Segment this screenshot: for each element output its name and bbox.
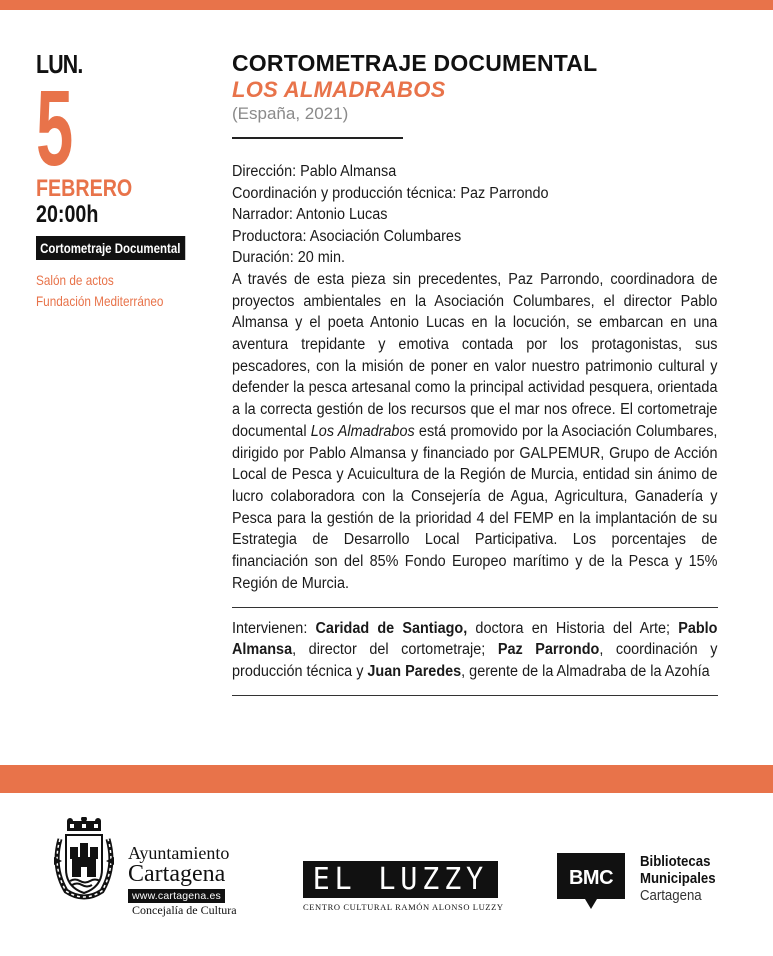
- bmc-book-icon: [557, 853, 625, 911]
- speakers-paragraph: [232, 618, 718, 683]
- city-crest-icon: [50, 817, 118, 903]
- synopsis-part-2: está promovido por la Asociación Columbares, dirigido por Pablo Almansa y financiado por GALPEMUR, Grupo de Acción Local de Pesca y Acuicultura de la Región de Murcia, entidad sin ánimo de lucro colaboradora con la Consejería de Agua, Agricultura, Ganadería y Pesca para la gestión de la prioridad 4 del FEMP en la implantación de su Estrategia de Desarrollo Local Participativa. Los porcentajes de financiación son del 85% Fondo Europeo marítimo y de la Pesca y 15% Región de Murcia.: [232, 422, 718, 592]
- cartagena-website: www.cartagena.es: [128, 889, 225, 903]
- top-accent-band: [0, 0, 773, 10]
- speakers-intro: Intervienen:: [232, 619, 316, 637]
- el-luzzy-wordmark-box: [303, 861, 498, 898]
- bmc-line-2: Municipales: [640, 870, 716, 887]
- ayuntamiento-cartagena-logo: [50, 815, 260, 920]
- event-month: FEBRERO: [36, 175, 133, 202]
- film-title: LOS ALMADRABOS: [232, 77, 446, 102]
- credit-direction: Dirección: Pablo Almansa: [232, 163, 397, 180]
- el-luzzy-wordmark: EL LUZZY: [312, 862, 489, 897]
- synopsis-film-title: Los Almadrabos: [310, 422, 415, 440]
- concejalia-label: Concejalía de Cultura: [132, 903, 237, 917]
- synopsis-part-1: A través de esta pieza sin precedentes, Paz Parrondo, coordinadora de proyectos ambientales en la Asociación Columbares, el director Pablo Almansa y el poeta Antonio Lucas en la locución, se embarcan en una aventura trepidante y emotiva contada por los protagonistas, sus pescadores, con la misión de poner en valor nuestro patrimonio cultural y defender la pesca artesanal como la principal actividad pesquera, orientada a la correcta gestión de los recursos que el mar nos ofrece. El cortometraje documental: [232, 270, 718, 440]
- speaker-3-name: Paz Parrondo: [497, 641, 600, 659]
- cartagena-label: Cartagena: [128, 861, 226, 887]
- speaker-1-name: Caridad de Santiago,: [315, 619, 468, 637]
- film-category: CORTOMETRAJE DOCUMENTAL: [232, 50, 598, 76]
- credit-producer: Productora: Asociación Columbares: [232, 227, 462, 245]
- film-credits: [232, 161, 718, 269]
- footer-accent-band: [0, 765, 773, 793]
- venue-line-2: Fundación Mediterráneo: [36, 293, 164, 309]
- speakers-divider: [232, 695, 718, 696]
- event-venue: [36, 270, 187, 312]
- event-info: [36, 50, 216, 312]
- speaker-1-role: doctora en Historia del Arte;: [467, 619, 679, 637]
- event-weekday: LUN.: [36, 49, 83, 79]
- speaker-3-role: , coordinación y producción técnica y: [232, 641, 718, 680]
- bmc-line-3: Cartagena: [640, 887, 702, 904]
- venue-line-1: Salón de actos: [36, 272, 114, 288]
- speaker-2-name: Pablo Almansa: [232, 619, 718, 659]
- ayuntamiento-label: Ayuntamiento: [128, 843, 230, 863]
- speaker-4-name: Juan Paredes: [367, 662, 462, 680]
- speaker-2-role: , director del cortometraje;: [292, 641, 498, 659]
- event-day-number: 5: [36, 67, 71, 188]
- film-synopsis: [232, 269, 718, 595]
- event-time: 20:00h: [36, 201, 99, 228]
- credit-duration: Duración: 20 min.: [232, 249, 345, 267]
- film-details: [232, 50, 718, 706]
- speaker-4-role: , gerente de la Almadraba de la Azohía: [461, 662, 710, 680]
- bibliotecas-municipales-logo: [557, 853, 737, 913]
- bmc-wordmark: [640, 853, 726, 904]
- credit-coordination: Coordinación y producción técnica: Paz Parrondo: [232, 184, 549, 202]
- event-type-badge: Cortometraje Documental: [36, 236, 185, 260]
- title-divider: [232, 137, 403, 139]
- synopsis-divider: [232, 607, 718, 608]
- ayuntamiento-wordmark: [128, 843, 229, 904]
- el-luzzy-logo: [303, 861, 504, 913]
- bmc-mark-text: BMC: [568, 867, 614, 889]
- credit-narrator: Narrador: Antonio Lucas: [232, 206, 388, 224]
- el-luzzy-subtitle: CENTRO CULTURAL RAMÓN ALONSO LUZZY: [303, 902, 504, 912]
- bmc-line-1: Bibliotecas: [640, 853, 711, 870]
- film-origin: (España, 2021): [232, 104, 349, 123]
